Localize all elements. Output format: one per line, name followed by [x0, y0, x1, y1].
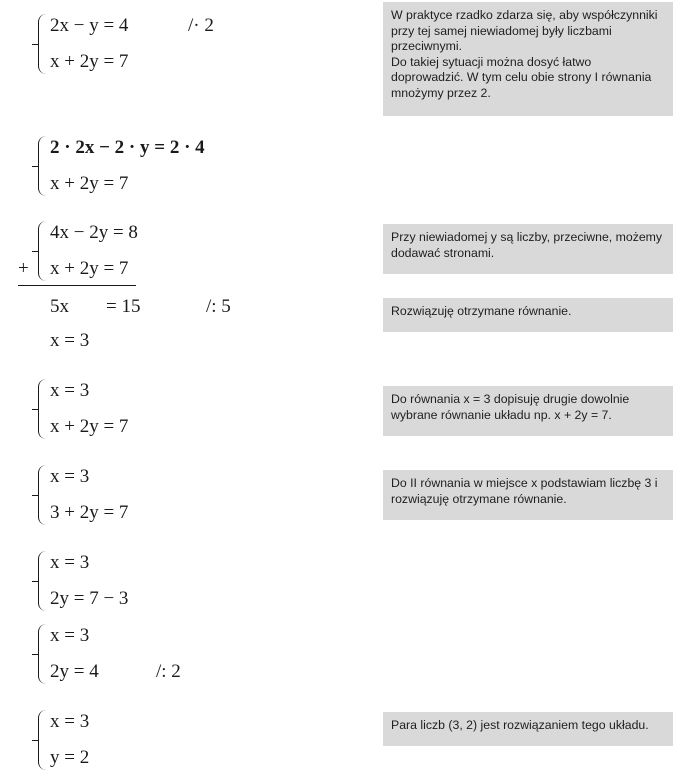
brace — [38, 465, 47, 525]
operation: /: 2 — [156, 661, 181, 682]
system-step-7 — [38, 618, 238, 690]
note-text: Przy niewiadomej y są liczby, przeciwne, możemy dodawać stronami. — [391, 230, 663, 260]
note-coefficients — [383, 2, 673, 116]
equation-1: 4x − 2y = 8 — [50, 222, 138, 243]
note-solution — [383, 712, 673, 746]
equation-2: 2y = 7 − 3 — [50, 588, 129, 609]
equation-2: x + 2y = 7 — [50, 51, 129, 72]
brace — [38, 221, 47, 281]
sum-left: 5x — [50, 296, 69, 317]
brace — [38, 551, 47, 611]
system-step-5 — [38, 459, 238, 531]
brace — [38, 710, 47, 770]
equation-1: x = 3 — [50, 552, 90, 573]
operation: /: 5 — [206, 296, 231, 317]
equation-2: x + 2y = 7 — [50, 173, 129, 194]
equation-2: y = 2 — [50, 747, 90, 768]
equation-2: x + 2y = 7 — [50, 416, 129, 437]
note-add-sides — [383, 224, 673, 274]
system-step-4 — [38, 373, 238, 445]
plus-sign: + — [18, 258, 29, 279]
equation-2: x + 2y = 7 — [50, 258, 129, 279]
note-solve — [383, 298, 673, 332]
system-step-3 — [18, 215, 248, 355]
note-text: W praktyce rzadko zdarza się, aby współczynniki przy tej samej niewiadomej były liczbami przeciwnymi. — [391, 8, 658, 53]
equation-1: x = 3 — [50, 466, 90, 487]
equation-1: x = 3 — [50, 711, 90, 732]
equation-1: 2 · 2x − 2 · y = 2 · 4 — [50, 137, 205, 158]
sum-line — [18, 285, 136, 286]
brace — [38, 624, 47, 684]
note-text: Rozwiązuję otrzymane równanie. — [391, 304, 572, 318]
equation-1: 2x − y = 4 — [50, 15, 129, 36]
note-text: Do II równania w miejsce x podstawiam liczbę 3 i rozwiązuję otrzymane równanie. — [391, 476, 658, 506]
note-substitute — [383, 470, 673, 520]
brace — [38, 379, 47, 439]
result: x = 3 — [50, 330, 90, 351]
system-step-6 — [38, 545, 238, 617]
note-text: Do takiej sytuacji można dosyć łatwo doprowadzić. W tym celu obie strony I równania mnożymy przez 2. — [391, 54, 652, 100]
note-text: Para liczb (3, 2) jest rozwiązaniem tego układu. — [391, 718, 649, 732]
brace — [38, 136, 47, 196]
sum-right: = 15 — [106, 296, 141, 317]
note-text: Do równania x = 3 dopisuję drugie dowolnie wybrane równanie układu np. x + 2y = 7. — [391, 392, 630, 422]
system-step-2 — [38, 130, 238, 202]
equation-1: x = 3 — [50, 625, 90, 646]
equation-2: 2y = 4 — [50, 661, 99, 682]
note-append-equation — [383, 386, 673, 436]
operation: /· 2 — [188, 15, 214, 36]
system-step-1 — [38, 8, 238, 80]
equation-1: x = 3 — [50, 380, 90, 401]
system-step-8 — [38, 704, 238, 776]
equation-2: 3 + 2y = 7 — [50, 502, 129, 523]
brace — [38, 14, 47, 74]
